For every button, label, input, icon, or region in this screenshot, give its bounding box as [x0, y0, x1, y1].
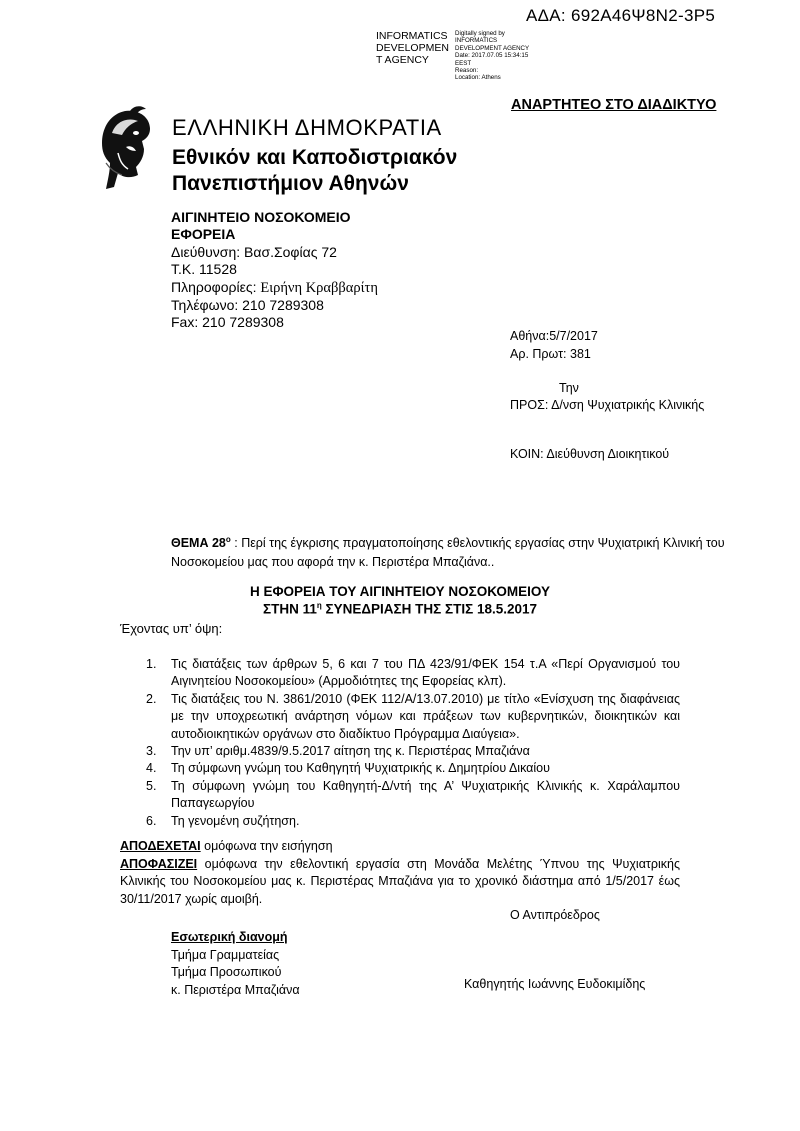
list-number: 1.	[146, 657, 157, 671]
subject-label-sup: ο	[225, 535, 231, 544]
heading-line2	[0, 601, 800, 617]
signature-meta-line: INFORMATICS	[455, 37, 498, 45]
list-text: Τις διατάξεις του Ν. 3861/2010 (ΦΕΚ 112/Α/13.07.2010) με τίτλο «Ενίσχυση της διαφάνειας με την υποχρεωτική ανάρτηση νόμων και πράξεων των κυβερνητικών, διοικητικών και αυτοδιοικητικών οργάνων στο διαδίκτυο Πρόγραμμα Διαύγεια».	[171, 691, 680, 741]
list-item	[146, 813, 680, 830]
list-text: Τις διατάξεις των άρθρων 5, 6 και 7 του ΠΔ 423/91/ΦΕΚ 154 τ.Α «Περί Οργανισμού του Αιγινητείου Νοσοκομείου» (Αρμοδιότητες της Εφορείας κλπ).	[171, 657, 680, 689]
university-name-line1: Εθνικόν και Καποδιστριακόν	[172, 146, 458, 169]
ada-code: ΑΔΑ: 692Α46Ψ8Ν2-3Ρ5	[526, 6, 716, 25]
considerations-list	[146, 656, 680, 830]
sender-postcode: Τ.Κ. 11528	[171, 261, 237, 278]
list-item	[146, 778, 680, 813]
decides-text: ομόφωνα την εθελοντική εργασία στη Μονάδα Μελέτης Ύπνου της Ψυχιατρικής Κλινικής του Νοσοκομείου μας κ. Περιστέρας Μπαζιάνα για το χρονικό διάστημα από 1/5/2017 έως 30/11/2017 χωρίς αμοιβή.	[120, 856, 680, 906]
signature-org-line: INFORMATICS	[376, 30, 448, 42]
signatory-role: Ο Αντιπρόεδρος	[510, 908, 600, 922]
decides-paragraph	[120, 856, 680, 909]
decision-block	[120, 838, 680, 908]
list-number: 6.	[146, 813, 157, 828]
list-text: Την υπ’ αριθμ.4839/9.5.2017 αίτηση της κ. Περιστέρας Μπαζιάνα	[171, 744, 530, 759]
distribution-entry: Τμήμα Γραμματείας	[171, 947, 280, 962]
distribution-title: Εσωτερική διανομή	[171, 930, 288, 944]
republic-title: ΕΛΛΗΝΙΚΗ ΔΗΜΟΚΡΑΤΙΑ	[172, 115, 442, 140]
document-date: Αθήνα:5/7/2017	[510, 329, 598, 343]
subject-block	[171, 531, 749, 571]
heading-line2-pre: ΣΤΗΝ 11	[262, 601, 317, 617]
recipient-to: ΠΡΟΣ: Δ/νση Ψυχιατρικής Κλινικής	[510, 398, 705, 412]
subject-text: : Περί της έγκρισης πραγματοποίησης εθελοντικής εργασίας στην Ψυχιατρική Κλινική του Νοσοκομείου μας που αφορά την κ. Περιστέρα Μπαζιάνα..	[171, 536, 725, 569]
signature-meta-line: Location: Athens	[455, 74, 501, 82]
sender-block	[171, 209, 378, 332]
sender-address: Διεύθυνση: Βασ.Σοφίας 72	[171, 243, 337, 260]
signature-meta-line: DEVELOPMENT AGENCY	[455, 44, 530, 52]
distribution-entry: Τμήμα Προσωπικού	[171, 965, 282, 979]
signature-org-line: DEVELOPMEN	[376, 42, 449, 54]
accepts-text: ομόφωνα την εισήγηση	[200, 839, 333, 853]
list-number: 2.	[146, 691, 157, 706]
web-publication-notice: ΑΝΑΡΤΗΤΕΟ ΣΤΟ ΔΙΑΔΙΚΤΥΟ	[511, 97, 717, 113]
accepts-line	[120, 838, 680, 856]
heading-line2-sup: η	[316, 601, 322, 610]
considering-label: Έχοντας υπ’ όψη:	[120, 621, 223, 636]
signature-meta-line: Reason:	[455, 67, 479, 75]
heading-line2-post: ΣΥΝΕΔΡΙΑΣΗ ΤΗΣ ΣΤΙΣ 18.5.2017	[321, 601, 538, 617]
sender-phone: Τηλέφωνο: 210 7289308	[171, 297, 324, 314]
list-number: 5.	[146, 778, 157, 793]
list-number: 4.	[146, 761, 157, 776]
list-item	[146, 743, 680, 760]
list-text: Τη σύμφωνη γνώμη του Καθηγητή-Δ/ντή της Α’ Ψυχιατρικής Κλινικής κ. Χαράλαμπου Παπαγεωργίου	[171, 778, 680, 811]
info-name: Ειρήνη Κραββαρίτη	[260, 279, 378, 296]
protocol-number: Αρ. Πρωτ: 381	[510, 346, 591, 361]
recipient-article: Την	[559, 381, 579, 395]
distribution-entry: κ. Περιστέρα Μπαζιάνα	[171, 982, 300, 997]
signature-meta-line: Date: 2017.07.05 15:34:15	[455, 52, 529, 60]
heading-line1: Η ΕΦΟΡΕΙΑ ΤΟΥ ΑΙΓΙΝΗΤΕΙΟΥ ΝΟΣΟΚΟΜΕΙΟΥ	[249, 584, 551, 599]
list-text: Τη γενομένη συζήτηση.	[171, 813, 300, 828]
recipient-cc: ΚΟΙΝ: Διεύθυνση Διοικητικού	[510, 447, 670, 461]
signature-org-line: T AGENCY	[376, 54, 429, 66]
sender-info	[171, 279, 378, 297]
signature-meta-line: EEST	[455, 59, 472, 67]
decides-label: ΑΠΟΦΑΣΙΖΕΙ	[120, 856, 198, 871]
internal-distribution	[171, 929, 300, 999]
list-text: Τη σύμφωνη γνώμη του Καθηγητή Ψυχιατρικής κ. Δημητρίου Δικαίου	[171, 761, 550, 776]
list-item	[146, 760, 680, 777]
info-label: Πληροφορίες:	[171, 278, 261, 295]
subject-label: ΘΕΜΑ 28	[171, 536, 226, 551]
signatory-name: Καθηγητής Ιωάννης Ευδοκιμίδης	[464, 977, 646, 991]
list-item	[146, 691, 680, 743]
board-name: ΕΦΟΡΕΙΑ	[171, 226, 236, 243]
list-number: 3.	[146, 744, 157, 759]
sender-fax: Fax: 210 7289308	[171, 314, 284, 331]
athena-emblem-icon	[92, 103, 158, 195]
list-item	[146, 656, 680, 691]
hospital-name: ΑΙΓΙΝΗΤΕΙΟ ΝΟΣΟΚΟΜΕΙΟ	[171, 209, 351, 225]
date-protocol-block	[510, 328, 598, 363]
digital-signature-details	[455, 30, 529, 82]
digital-signature-org	[376, 30, 456, 66]
accepts-label: ΑΠΟΔΕΧΕΤΑΙ	[120, 839, 201, 853]
signature-meta-line: Digitally signed by	[455, 30, 505, 37]
university-name-line2: Πανεπιστήμιον Αθηνών	[172, 172, 409, 195]
